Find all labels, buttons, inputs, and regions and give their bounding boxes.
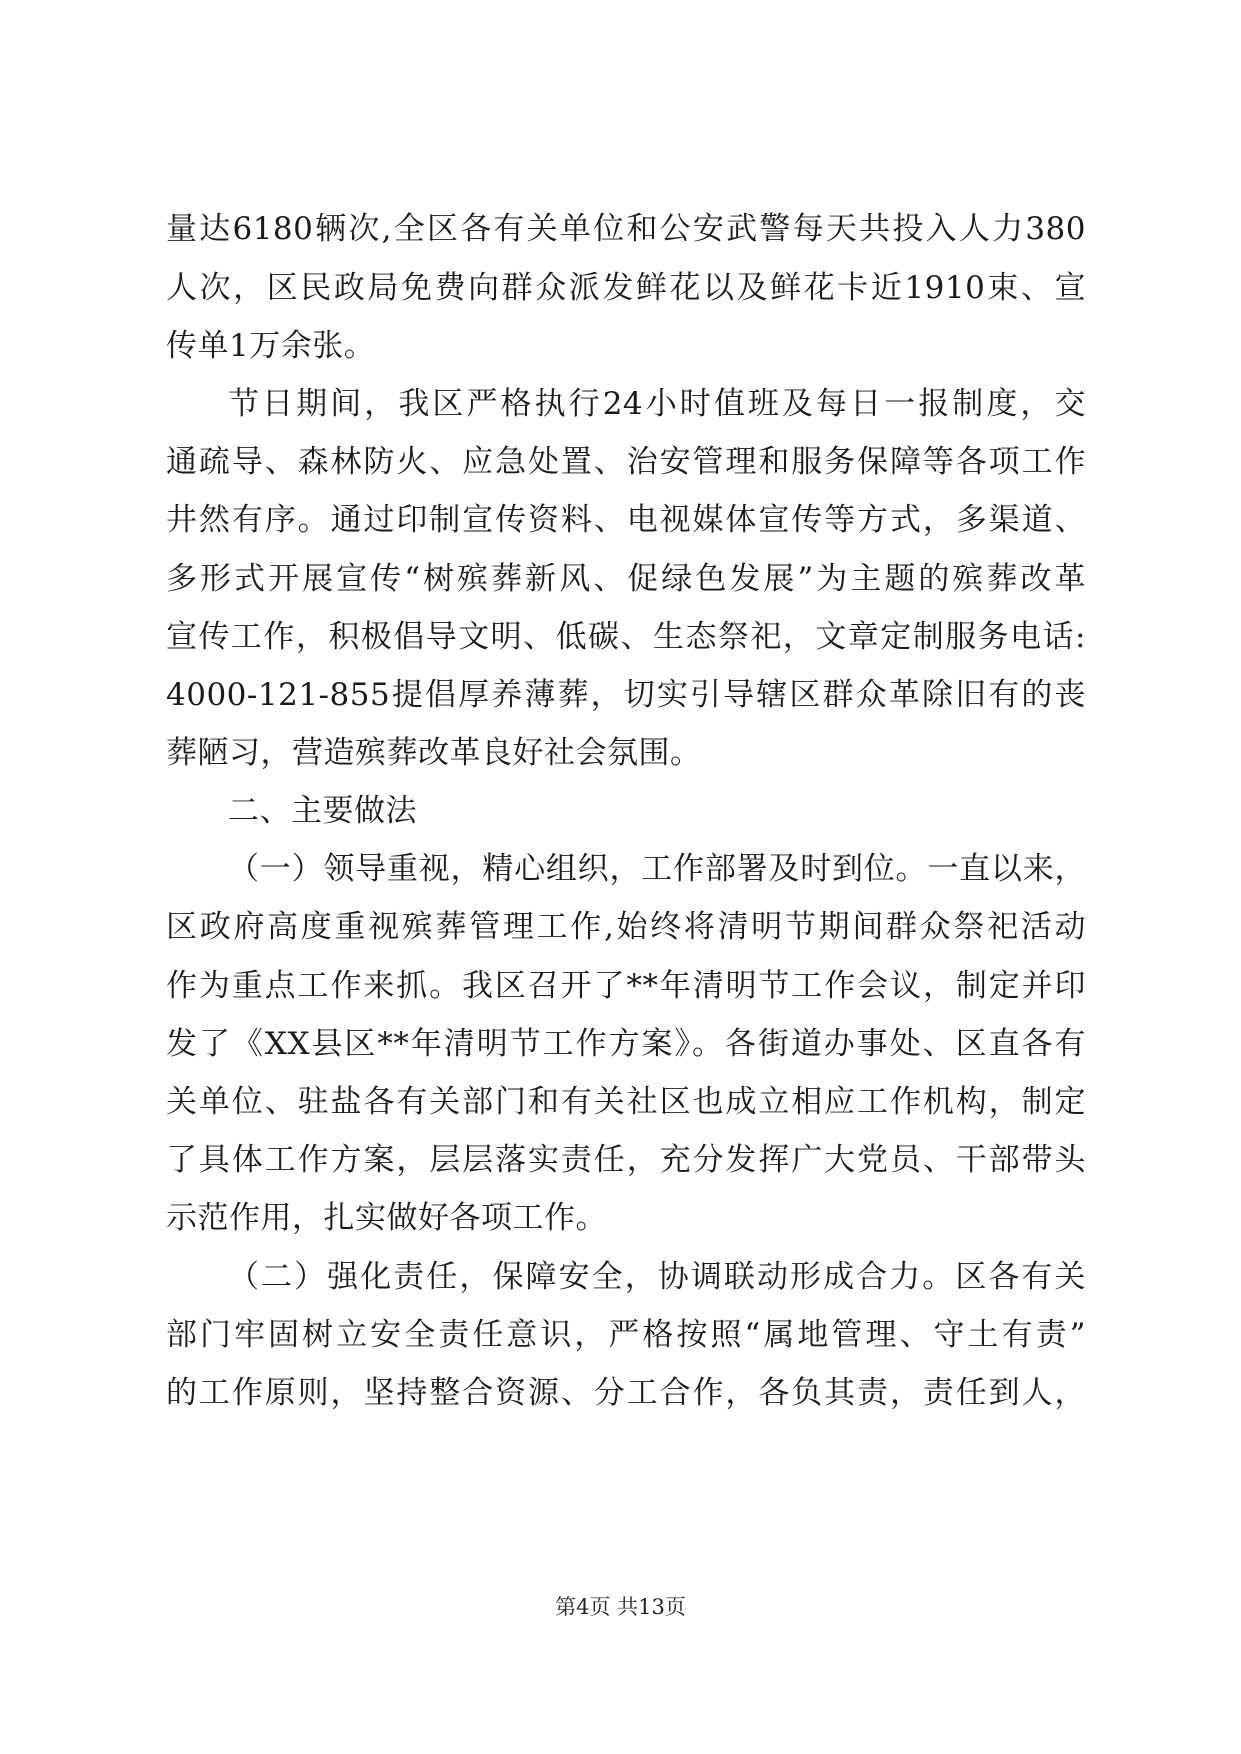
text-line: 区政府高度重视殡葬管理工作,始终将清明节期间群众祭祀活动 [166,909,1086,945]
text-line: 宣传工作，积极倡导文明、低碳、生态祭祀，文章定制服务电话: [166,619,1086,655]
text-line: 井然有序。通过印制宣传资料、电视媒体宣传等方式，多渠道、 [166,502,1086,538]
text-line: 4000-121-855提倡厚养薄葬，切实引导辖区群众革除旧有的丧 [166,677,1086,713]
text-line: 示范作用，扎实做好各项工作。 [166,1200,607,1236]
paragraph-first-line: 节日期间，我区严格执行24小时值班及每日一报制度，交 [228,386,1086,422]
paragraph-first-line: （二）强化责任，保障安全，协调联动形成合力。区各有关 [228,1259,1086,1295]
text-line: 量达6180辆次,全区各有关单位和公安武警每天共投入人力380 [166,211,1086,247]
text-line: 部门牢固树立安全责任意识，严格按照“属地管理、守土有责” [166,1317,1086,1353]
page-footer: 第4页 共13页 [555,1595,686,1619]
paragraph-first-line: （一）领导重视，精心组织，工作部署及时到位。一直以来， [228,851,1086,887]
section-heading: 二、主要做法 [228,793,417,829]
text-line: 多形式开展宣传“树殡葬新风、促绿色发展”为主题的殡葬改革 [166,561,1086,597]
text-line: 传单1万余张。 [166,328,376,364]
text-line: 关单位、驻盐各有关部门和有关社区也成立相应工作机构，制定 [166,1084,1086,1120]
text-line: 通疏导、森林防火、应急处置、治安管理和服务保障等各项工作 [166,444,1086,480]
text-line: 的工作原则，坚持整合资源、分工合作，各负其责，责任到人， [166,1375,1086,1411]
text-line: 人次，区民政局免费向群众派发鲜花以及鲜花卡近1910束、宣 [166,270,1086,306]
text-line: 葬陋习，营造殡葬改革良好社会氛围。 [166,735,702,771]
text-line: 作为重点工作来抓。我区召开了**年清明节工作会议，制定并印 [166,968,1086,1004]
text-line: 了具体工作方案，层层落实责任，充分发挥广大党员、干部带头 [166,1142,1086,1178]
text-line: 发了《XX县区**年清明节工作方案》。各街道办事处、区直各有 [166,1026,1086,1062]
